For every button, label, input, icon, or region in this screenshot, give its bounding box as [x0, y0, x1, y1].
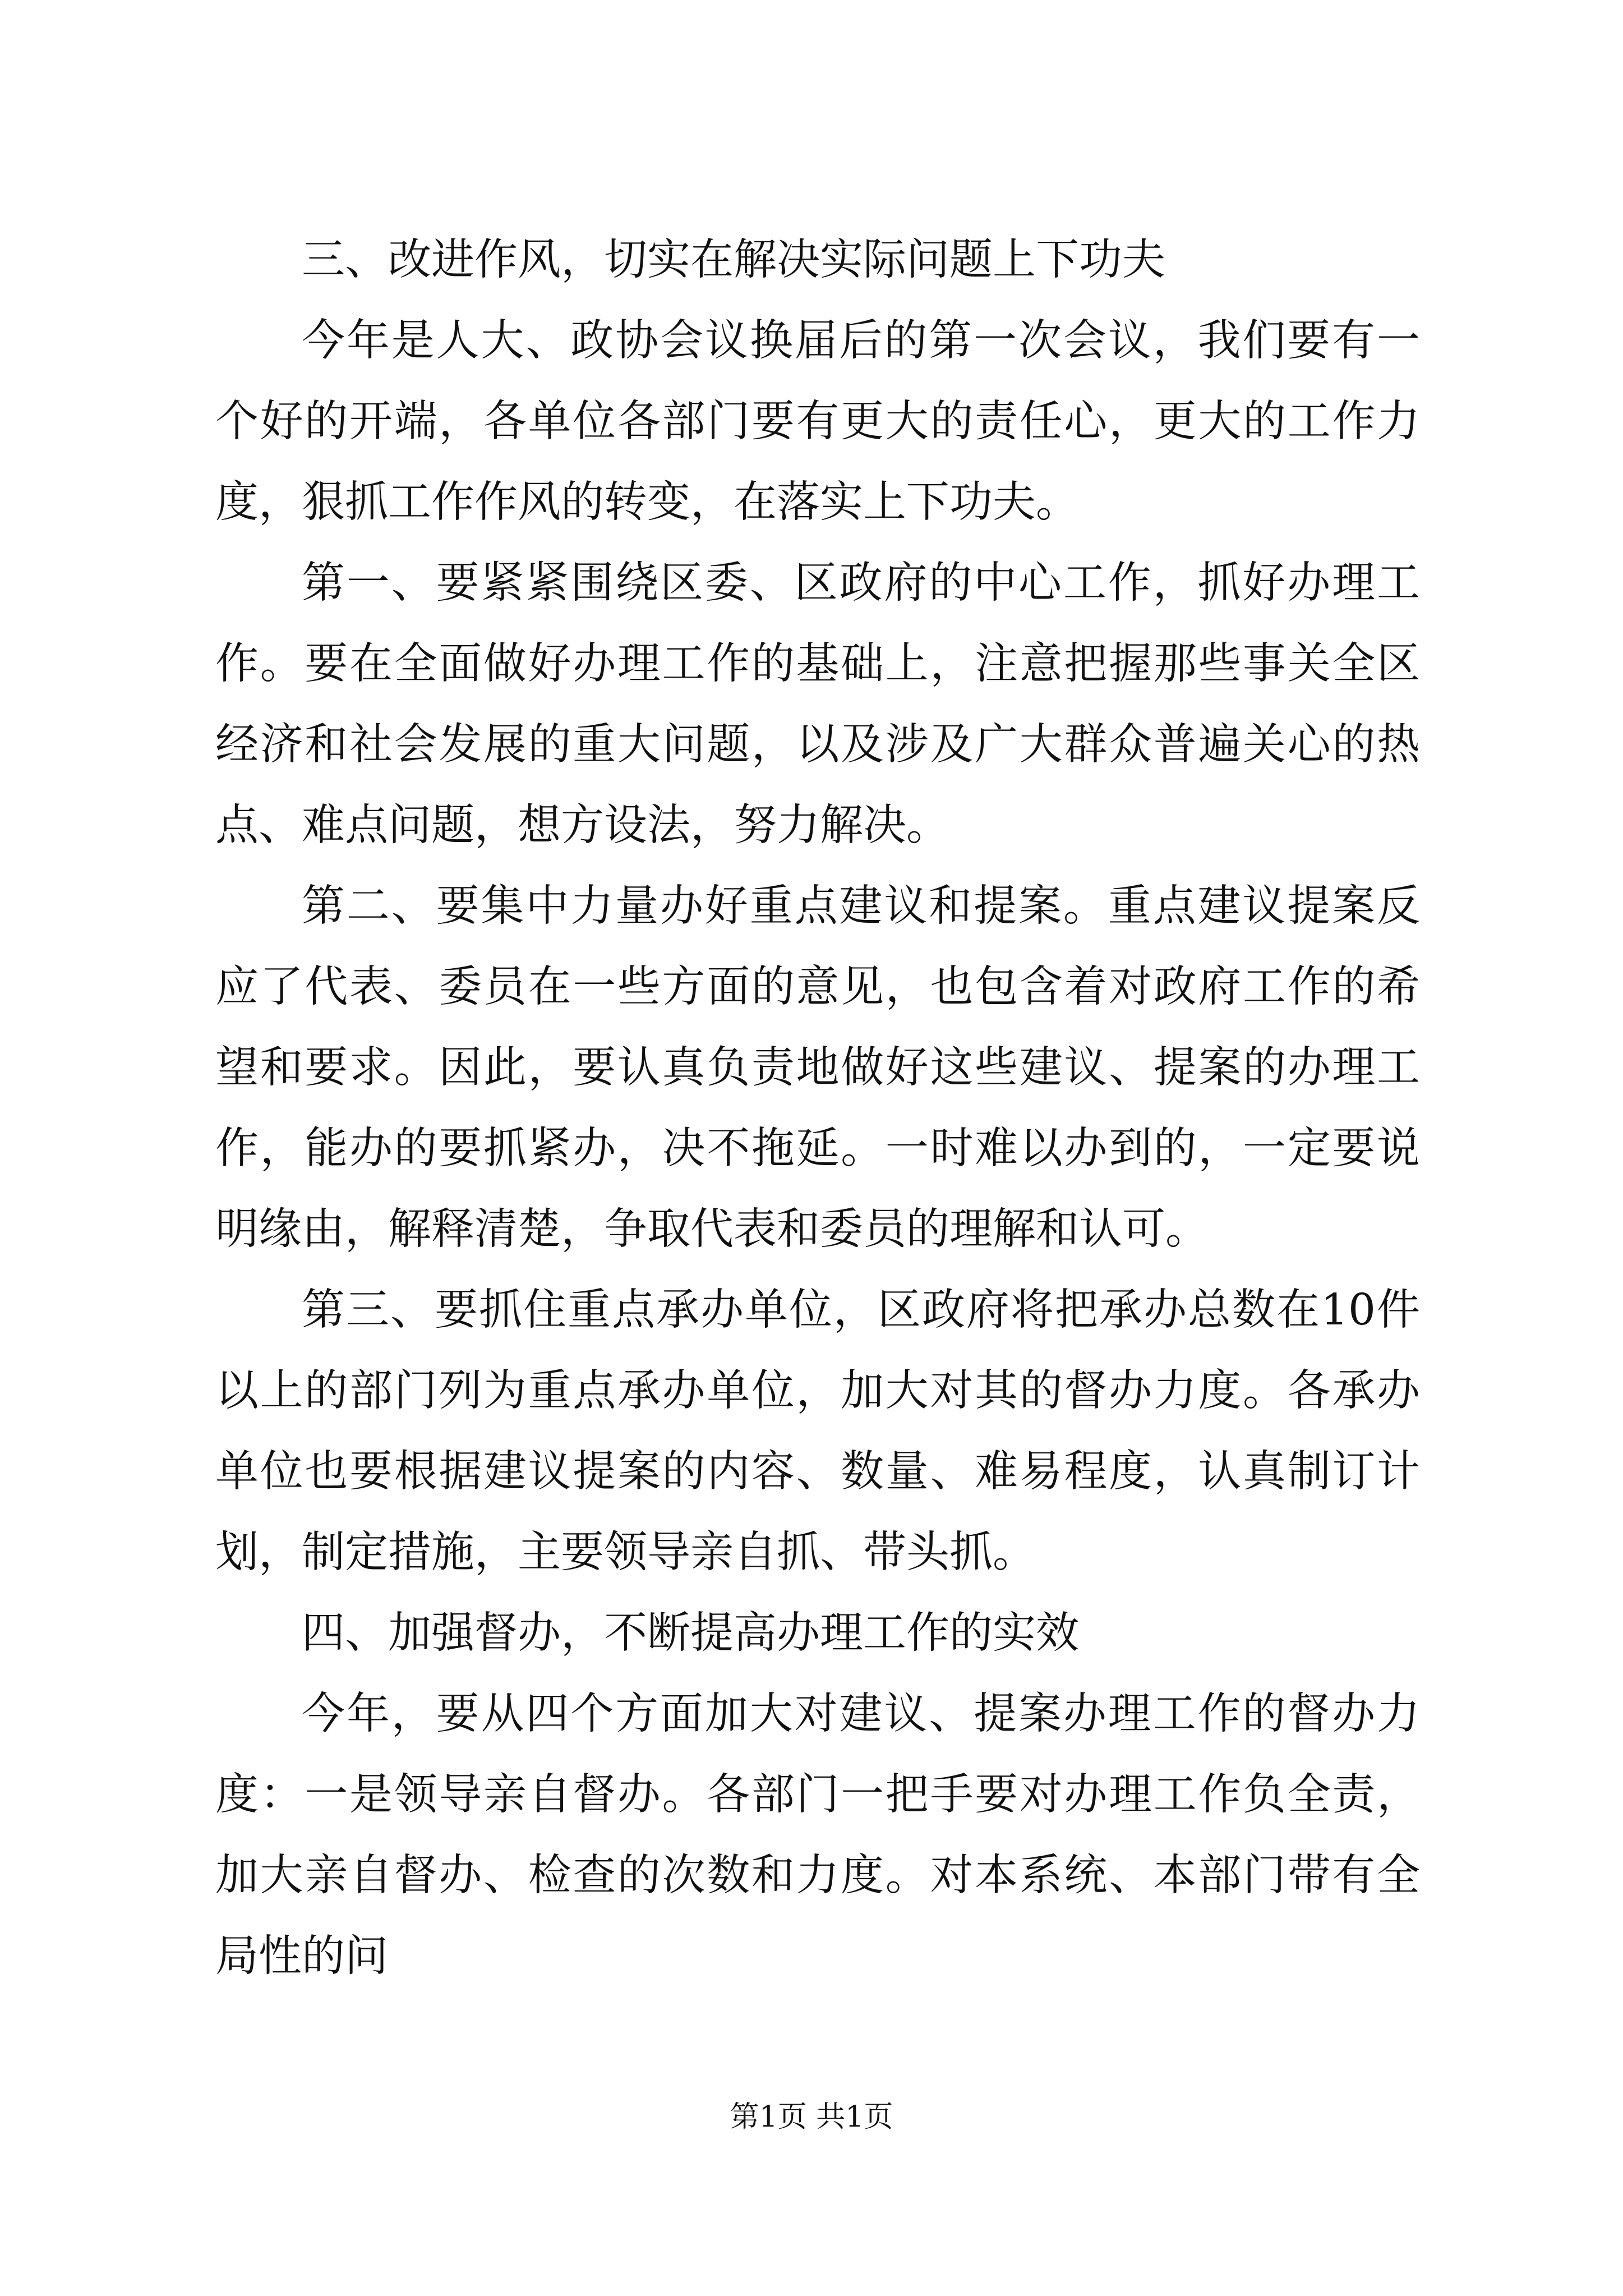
paragraph-supervision: 今年，要从四个方面加大对建议、提案办理工作的督办力度：一是领导亲自督办。各部门一把手要对办理工作负全责，加大亲自督办、检查的次数和力度。对本系统、本部门带有全局性的问 — [215, 1689, 1420, 1981]
paragraph-second-point: 第二、要集中力量办好重点建议和提案。重点建议提案反应了代表、委员在一些方面的意见，也包含着对政府工作的希望和要求。因此，要认真负责地做好这些建议、提案的办理工作，能办的要抓紧办，决不拖延。一时难以办到的，一定要说明缘由，解释清楚，争取代表和委员的理解和认可。 — [215, 881, 1420, 1254]
page-footer: 第1页 共1页 — [730, 2100, 893, 2134]
paragraph-first-point: 第一、要紧紧围绕区委、区政府的中心工作，抓好办理工作。要在全面做好办理工作的基础上，注意把握那些事关全区经济和社会发展的重大问题，以及涉及广大群众普遍关心的热点、难点问题，想方设法，努力解决。 — [215, 558, 1420, 850]
paragraph-intro: 今年是人大、政协会议换届后的第一次会议，我们要有一个好的开端，各单位各部门要有更大的责任心，更大的工作力度，狠抓工作作风的转变，在落实上下功夫。 — [215, 316, 1420, 527]
section-heading-4: 四、加强督办，不断提高办理工作的实效 — [302, 1608, 1079, 1658]
paragraph-third-point: 第三、要抓住重点承办单位，区政府将把承办总数在10件以上的部门列为重点承办单位，加大对其的督办力度。各承办单位也要根据建议提案的内容、数量、难易程度，认真制订计划，制定措施，主要领导亲自抓、带头抓。 — [215, 1285, 1420, 1577]
section-heading-3: 三、改进作风，切实在解决实际问题上下功夫 — [302, 235, 1165, 285]
document-body — [215, 220, 1420, 1997]
